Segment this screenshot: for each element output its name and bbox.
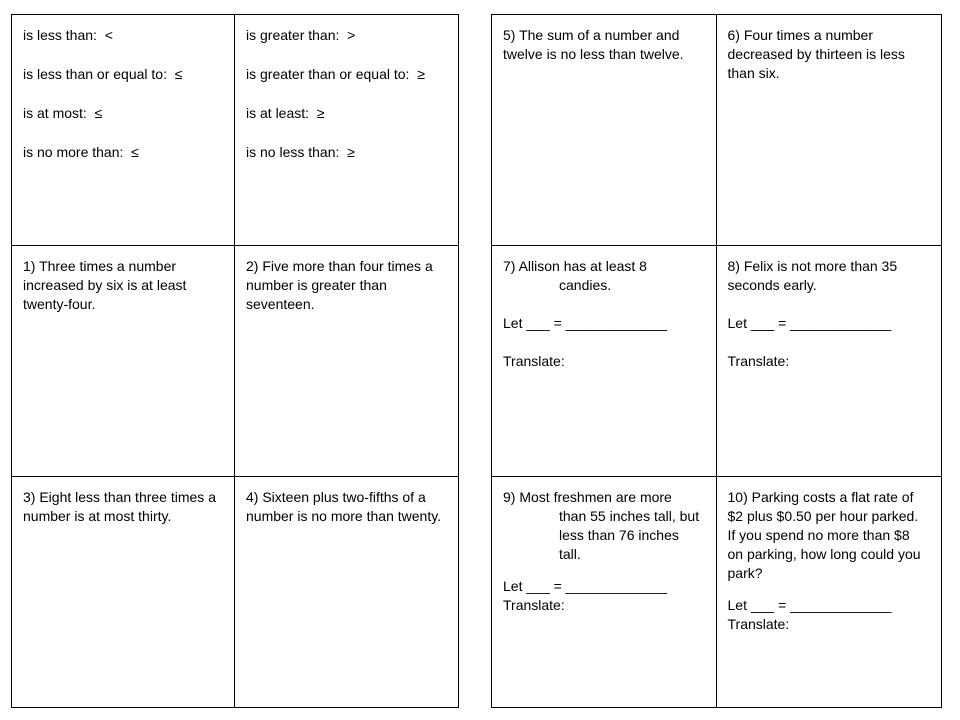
problem-10-translate: Translate: [727, 616, 790, 632]
problem-4-text: 4) Sixteen plus two-fifths of a number is no more than twenty. [246, 489, 442, 524]
left-worksheet-grid [11, 14, 459, 708]
cell-less-symbols [12, 15, 235, 246]
problem-10 [717, 477, 942, 707]
greater-than-line: is greater than: > [246, 27, 356, 43]
greater-equal-line: is greater than or equal to: ≥ [246, 66, 425, 82]
at-most-line: is at most: ≤ [23, 105, 103, 121]
problem-9-let: Let ___ = _____________ [503, 578, 667, 594]
problem-1-line-1: 1) Three times a number [23, 258, 177, 274]
problem-9 [492, 477, 717, 707]
problem-4 [235, 477, 458, 707]
problem-2-text: 2) Five more than four times a number is greater than seventeen. [246, 258, 433, 312]
less-equal-line: is less than or equal to: ≤ [23, 66, 183, 82]
problem-5 [492, 15, 717, 246]
problem-3 [12, 477, 235, 707]
problem-7-translate: Translate: [503, 353, 565, 369]
problem-8-let: Let ___ = _____________ [727, 315, 892, 331]
problem-8-text: 8) Felix is not more than 35 seconds early. [727, 258, 898, 293]
right-worksheet-grid [491, 14, 942, 708]
problem-7-line-2: candies. [559, 277, 612, 293]
problem-9-translate: Translate: [503, 597, 565, 613]
problem-8 [717, 246, 942, 477]
problem-10-text: 10) Parking costs a flat rate of $2 plus $0.50 per hour parked. If you spend no more than $8 on parking, how long could you park? [727, 489, 921, 581]
at-least-line: is at least: ≥ [246, 105, 325, 121]
problem-5-text: 5) The sum of a number and twelve is no less than twelve. [503, 27, 684, 62]
no-more-than-line: is no more than: ≤ [23, 144, 139, 160]
problem-3-text: 3) Eight less than three times a number is at most thirty. [23, 489, 216, 524]
problem-1 [12, 246, 235, 477]
problem-10-let: Let ___ = _____________ [727, 597, 892, 613]
problem-7 [492, 246, 717, 477]
problem-2 [235, 246, 458, 477]
problem-6 [717, 15, 942, 246]
problem-1-line-2: increased by six is at least twenty-four. [23, 277, 187, 312]
problem-7-line-1: 7) Allison has at least 8 [503, 258, 647, 274]
problem-7-let: Let ___ = _____________ [503, 315, 667, 331]
problem-6-text: 6) Four times a number decreased by thirteen is less than six. [727, 27, 905, 81]
problem-9-line-2: than 55 inches tall, but less than 76 inches tall. [559, 508, 700, 562]
no-less-than-line: is no less than: ≥ [246, 144, 355, 160]
cell-greater-symbols [235, 15, 458, 246]
less-than-line: is less than: < [23, 27, 113, 43]
problem-8-translate: Translate: [727, 353, 790, 369]
problem-9-line-1: 9) Most freshmen are more [503, 489, 672, 505]
